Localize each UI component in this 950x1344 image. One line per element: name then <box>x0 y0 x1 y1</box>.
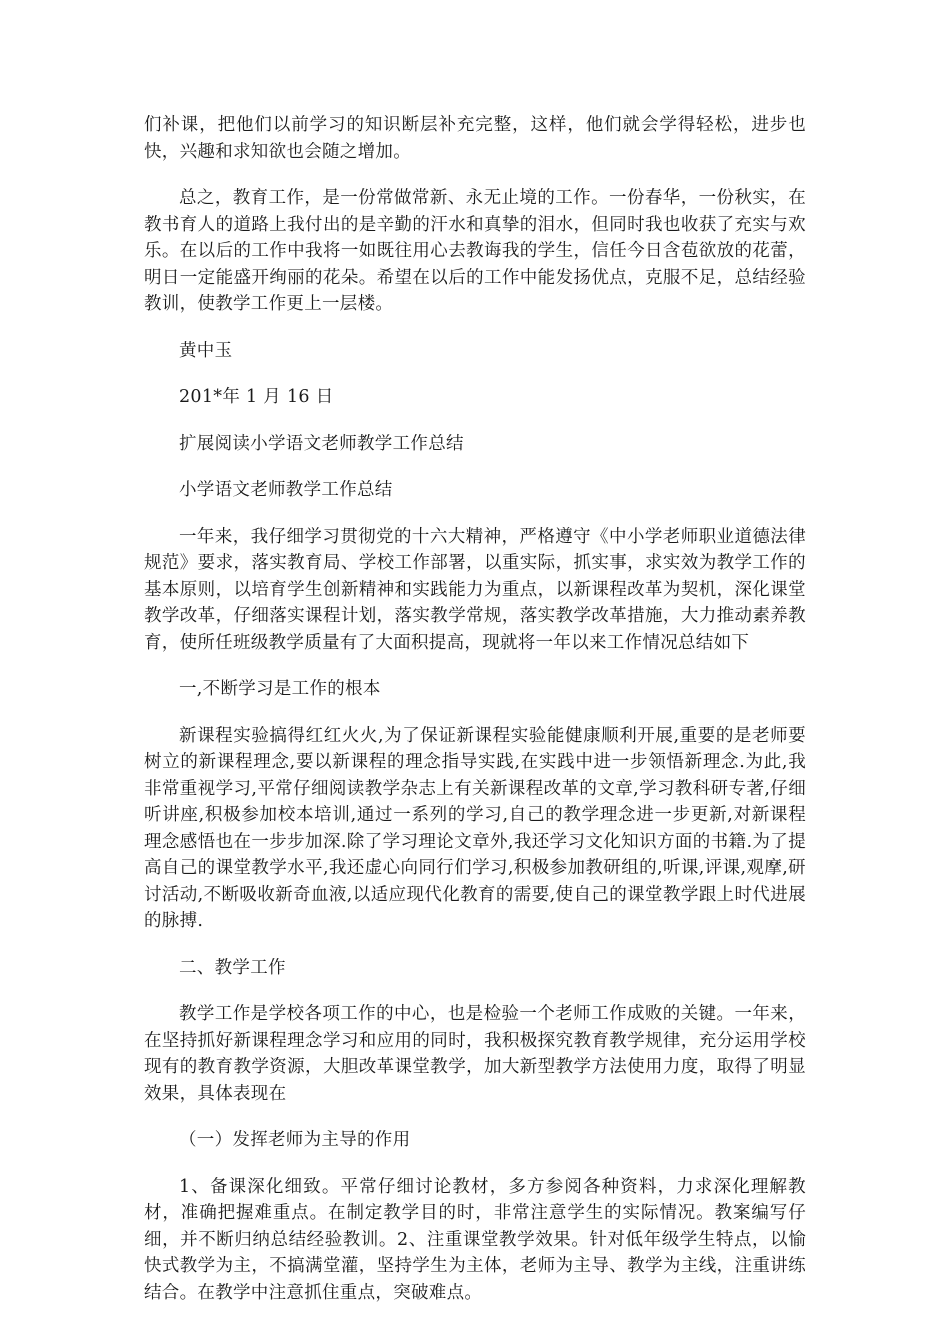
subsection-heading-1: （一）发挥老师为主导的作用 <box>179 1130 411 1150</box>
document-date: 201*年 1 月 16 日 <box>179 387 334 407</box>
paragraph-lesson-prep: 1、备课深化细致。平常仔细讨论教材，多方参阅各种资料，力求深化理解教材，准确把握难重点。在制定教学目的时，非常注意学生的实际情况。教案编写仔细，并不断归纳总结经验教训。2、注重课堂教学效果。针对低年级学生特点，以愉快式教学为主，不搞满堂灌，坚持学生为主体，老师为主导、教学为主线，注重讲练结合。在教学中注意抓住重点，突破难点。 <box>144 1176 806 1303</box>
paragraph-continuation: 们补课，把他们以前学习的知识断层补充完整，这样，他们就会学得轻松，进步也快，兴趣和求知欲也会随之增加。 <box>144 115 806 162</box>
extended-reading-heading: 扩展阅读小学语文老师教学工作总结 <box>179 433 464 454</box>
paragraph-intro: 一年来，我仔细学习贯彻党的十六大精神，严格遵守《中小学老师职业道德法律规范》要求，落实教育局、学校工作部署，以重实际，抓实事，求实效为教学工作的基本原则，以培育学生创新精神和实践能力为重点，以新课程改革为契机，深化课堂教学改革，仔细落实课程计划，落实教学常规，落实教学改革措施，大力推动素养教育，使所任班级教学质量有了大面积提高，现就将一年以来工作情况总结如下 <box>144 526 806 653</box>
author-name: 黄中玉 <box>179 340 233 361</box>
article-title: 小学语文老师教学工作总结 <box>179 480 393 500</box>
paragraph-summary: 总之，教育工作，是一份常做常新、永无止境的工作。一份春华，一份秋实，在教书育人的道路上我付出的是辛勤的汗水和真挚的泪水，但同时我也收获了充实与欢乐。在以后的工作中我将一如既往用心去教诲我的学生，信任今日含苞欲放的花蕾，明日一定能盛开绚丽的花朵。希望在以后的工作中能发扬优点，克服不足，总结经验教训，使教学工作更上一层楼。 <box>144 188 806 314</box>
document-body <box>144 112 806 1326</box>
paragraph-teaching: 教学工作是学校各项工作的中心，也是检验一个老师工作成败的关键。一年来，在坚持抓好新课程理念学习和应用的同时，我积极探究教育教学规律，充分运用学校现有的教育教学资源，大胆改革课堂教学，加大新型教学方法使用力度，取得了明显效果，具体表现在 <box>144 1004 806 1104</box>
section-heading-1: 一,不断学习是工作的根本 <box>179 679 381 699</box>
section-heading-2: 二、教学工作 <box>179 957 286 978</box>
paragraph-learning: 新课程实验搞得红红火火,为了保证新课程实验能健康顺利开展,重要的是老师要树立的新课程理念,要以新课程的理念指导实践,在实践中进一步领悟新理念.为此,我非常重视学习,平常仔细阅读教学杂志上有关新课程改革的文章,学习教科研专著,仔细听讲座,积极参加校本培训,通过一系列的学习,自己的教学理念进一步更新,对新课程理念感悟也在一步步加深.除了学习理论文章外,我还学习文化知识方面的书籍.为了提高自己的课堂教学水平,我还虚心向同行们学习,积极参加教研组的,听课,评课,观摩,研讨活动,不断吸收新奇血液,以适应现代化教育的需要,使自己的课堂教学跟上时代进展的脉搏. <box>144 725 806 931</box>
